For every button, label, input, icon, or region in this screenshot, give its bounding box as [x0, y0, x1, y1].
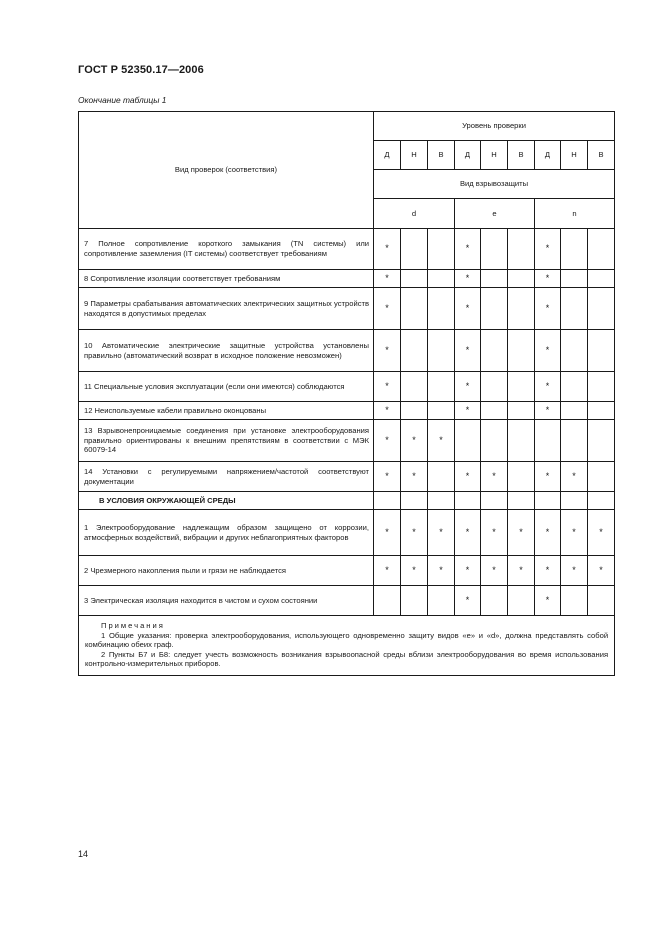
check-mark-cell: * [588, 556, 615, 586]
check-mark-cell [508, 372, 535, 402]
check-mark-cell [508, 330, 535, 372]
check-mark-cell [588, 288, 615, 330]
check-mark-cell [428, 462, 455, 492]
check-mark-cell [561, 420, 588, 462]
check-mark-cell: * [588, 510, 615, 556]
check-mark-cell: * [374, 372, 401, 402]
header-level: Уровень проверки [374, 112, 615, 141]
check-mark-cell [561, 288, 588, 330]
table-row [79, 556, 615, 586]
check-mark-cell [588, 420, 615, 462]
section-row [79, 492, 615, 510]
table-row [79, 402, 615, 420]
check-mark-cell: * [535, 556, 561, 586]
check-mark-cell [588, 330, 615, 372]
check-mark-cell: * [374, 556, 401, 586]
check-mark-cell: * [401, 420, 428, 462]
check-mark-cell: * [374, 330, 401, 372]
check-mark-cell [508, 288, 535, 330]
check-mark-cell [535, 492, 561, 510]
table-row [79, 510, 615, 556]
page-number: 14 [78, 849, 89, 859]
check-mark-cell: * [401, 462, 428, 492]
check-mark-cell: * [374, 402, 401, 420]
check-mark-cell [508, 229, 535, 270]
row-description: 13 Взрывонепроницаемые соединения при установке электрооборудования правильно ориентированы к внешним препятствиям в соответствии с МЭК 60079-14 [79, 420, 374, 462]
check-mark-cell: * [481, 510, 508, 556]
check-mark-cell [481, 402, 508, 420]
check-mark-cell: * [508, 556, 535, 586]
check-mark-cell [481, 270, 508, 288]
check-mark-cell [428, 402, 455, 420]
row-description: 1 Электрооборудование надлежащим образом защищено от коррозии, атмосферных воздействий, вибрации и других неблагоприятных факторов [79, 510, 374, 556]
level-code: Д [535, 141, 561, 170]
table-row [79, 330, 615, 372]
check-mark-cell: * [455, 330, 481, 372]
document-header: ГОСТ Р 52350.17—2006 [78, 64, 204, 76]
check-mark-cell [401, 229, 428, 270]
check-mark-cell [561, 229, 588, 270]
header-protection: Вид взрывозащиты [374, 170, 615, 199]
check-mark-cell [588, 270, 615, 288]
check-mark-cell [401, 492, 428, 510]
check-mark-cell: * [455, 372, 481, 402]
check-mark-cell [561, 586, 588, 616]
check-mark-cell: * [455, 402, 481, 420]
check-mark-cell: * [481, 556, 508, 586]
level-code: Д [374, 141, 401, 170]
check-mark-cell [588, 229, 615, 270]
check-mark-cell [561, 492, 588, 510]
check-mark-cell [455, 492, 481, 510]
check-mark-cell: * [374, 420, 401, 462]
check-mark-cell: * [535, 330, 561, 372]
check-mark-cell: * [374, 270, 401, 288]
inspection-table [78, 111, 615, 676]
table-row [79, 420, 615, 462]
check-mark-cell: * [561, 556, 588, 586]
check-mark-cell: * [455, 229, 481, 270]
check-mark-cell [508, 586, 535, 616]
check-mark-cell [374, 586, 401, 616]
check-mark-cell [588, 402, 615, 420]
check-mark-cell [481, 586, 508, 616]
check-mark-cell: * [374, 229, 401, 270]
table-continuation-caption: Окончание таблицы 1 [78, 95, 167, 105]
check-mark-cell [481, 492, 508, 510]
note-item: 1 Общие указания: проверка электрооборудования, использующего одновременно защиту видов «е» и «d», должна представлять собой комбинацию обеих граф. [85, 630, 609, 650]
check-mark-cell: * [508, 510, 535, 556]
check-mark-cell: * [374, 510, 401, 556]
check-mark-cell: * [481, 462, 508, 492]
table-row [79, 462, 615, 492]
check-mark-cell: * [535, 402, 561, 420]
check-mark-cell [428, 270, 455, 288]
note-item: 2 Пункты Б7 и Б8: следует учесть возможность возникания взрывоопасной среды вблизи электрооборудования во время использования контрольно-измерительных приборов. [85, 649, 609, 669]
check-mark-cell [428, 288, 455, 330]
check-mark-cell [508, 492, 535, 510]
check-mark-cell: * [561, 510, 588, 556]
check-mark-cell [428, 229, 455, 270]
check-mark-cell [508, 462, 535, 492]
check-mark-cell [428, 372, 455, 402]
check-mark-cell [401, 330, 428, 372]
check-mark-cell: * [401, 556, 428, 586]
check-mark-cell: * [455, 510, 481, 556]
section-title: В УСЛОВИЯ ОКРУЖАЮЩЕЙ СРЕДЫ [79, 492, 374, 510]
table-row [79, 270, 615, 288]
check-mark-cell [561, 270, 588, 288]
level-code: Н [401, 141, 428, 170]
level-code: В [588, 141, 615, 170]
table-row [79, 586, 615, 616]
row-description: 9 Параметры срабатывания автоматических электрических защитных устройств находятся в допустимых пределах [79, 288, 374, 330]
protection-type: n [535, 199, 615, 229]
check-mark-cell: * [428, 420, 455, 462]
row-description: 2 Чрезмерного накопления пыли и грязи не наблюдается [79, 556, 374, 586]
row-description: 10 Автоматические электрические защитные устройства установлены правильно (автоматический возврат в исходное положение невозможен) [79, 330, 374, 372]
row-description: 12 Неиспользуемые кабели правильно оконцованы [79, 402, 374, 420]
check-mark-cell [588, 586, 615, 616]
check-mark-cell [374, 492, 401, 510]
check-mark-cell: * [535, 586, 561, 616]
check-mark-cell [508, 270, 535, 288]
protection-type: d [374, 199, 455, 229]
check-mark-cell: * [535, 270, 561, 288]
check-mark-cell: * [455, 462, 481, 492]
check-mark-cell [455, 420, 481, 462]
check-mark-cell [588, 492, 615, 510]
level-code: Н [561, 141, 588, 170]
check-mark-cell: * [455, 288, 481, 330]
check-mark-cell: * [374, 288, 401, 330]
check-mark-cell: * [561, 462, 588, 492]
check-mark-cell: * [535, 462, 561, 492]
check-mark-cell: * [535, 229, 561, 270]
check-mark-cell [428, 586, 455, 616]
check-mark-cell [561, 372, 588, 402]
level-code: Д [455, 141, 481, 170]
check-mark-cell [561, 402, 588, 420]
row-description: 11 Специальные условия эксплуатации (если они имеются) соблюдаются [79, 372, 374, 402]
check-mark-cell: * [428, 510, 455, 556]
check-mark-cell: * [455, 556, 481, 586]
check-mark-cell [508, 420, 535, 462]
check-mark-cell: * [535, 288, 561, 330]
table-row [79, 288, 615, 330]
check-mark-cell [401, 586, 428, 616]
row-description: 8 Сопротивление изоляции соответствует требованиям [79, 270, 374, 288]
check-mark-cell: * [428, 556, 455, 586]
check-mark-cell [481, 420, 508, 462]
level-code: Н [481, 141, 508, 170]
check-mark-cell [428, 330, 455, 372]
header-check-type: Вид проверок (соответствия) [79, 112, 374, 229]
notes-title: Примечания [101, 621, 165, 630]
check-mark-cell [481, 330, 508, 372]
check-mark-cell: * [535, 372, 561, 402]
check-mark-cell [508, 402, 535, 420]
level-code: В [508, 141, 535, 170]
check-mark-cell [401, 288, 428, 330]
check-mark-cell [588, 462, 615, 492]
check-mark-cell [535, 420, 561, 462]
check-mark-cell [401, 402, 428, 420]
notes-cell [79, 616, 615, 676]
row-description: 14 Установки с регулируемыми напряжением/частотой соответствуют документации [79, 462, 374, 492]
check-mark-cell: * [455, 270, 481, 288]
check-mark-cell [401, 372, 428, 402]
row-description: 7 Полное сопротивление короткого замыкания (TN системы) или сопротивление заземления (IT системы) соответствует требованиям [79, 229, 374, 270]
protection-type: e [455, 199, 535, 229]
table-row [79, 229, 615, 270]
check-mark-cell [481, 229, 508, 270]
check-mark-cell: * [535, 510, 561, 556]
check-mark-cell: * [374, 462, 401, 492]
row-description: 3 Электрическая изоляция находится в чистом и сухом состоянии [79, 586, 374, 616]
table-row [79, 372, 615, 402]
check-mark-cell [481, 288, 508, 330]
check-mark-cell [401, 270, 428, 288]
level-code: В [428, 141, 455, 170]
check-mark-cell [428, 492, 455, 510]
check-mark-cell: * [401, 510, 428, 556]
check-mark-cell [561, 330, 588, 372]
check-mark-cell [588, 372, 615, 402]
check-mark-cell [481, 372, 508, 402]
check-mark-cell: * [455, 586, 481, 616]
